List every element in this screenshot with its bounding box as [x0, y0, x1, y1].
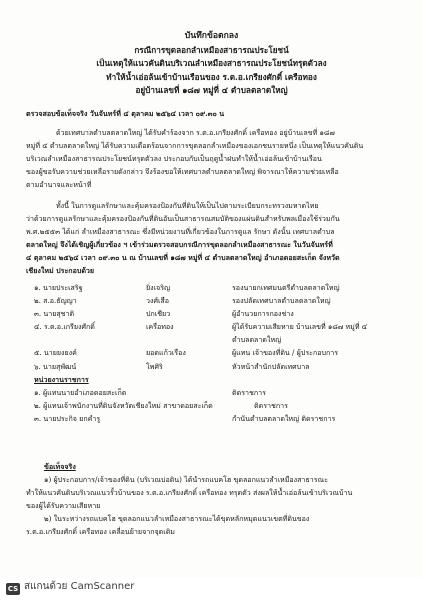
gov-attendee-name: ๑. ผู้แทนนายอำเภอดอยสะเก็ด	[34, 387, 127, 397]
scanner-footer	[0, 578, 423, 600]
memo-title-line-1: บันทึกข้อตกลง	[184, 31, 239, 41]
attendee-row	[26, 360, 399, 373]
facts-heading: ข้อเท็จจริง	[44, 462, 76, 471]
paragraph-1-line: ตามอำนาจและหน้าที่	[26, 180, 92, 190]
gov-attendee-name: ๓. นายประกิจ ยกคำรู	[34, 413, 101, 423]
attendee-role: ผู้อำนวยการกองช่าง	[232, 309, 294, 319]
attendee-surname: ยิ่งเจริญ	[146, 283, 171, 292]
attendee-name: ๓. นายสุชาติ	[34, 309, 75, 319]
fact-line: ๑) ผู้ประกอบการ/เจ้าของที่ดิน (บริเวณบ่อดิน) ได้นำรถแบคโฮ ขุดลอกแนวลำเหมืองสาธารณะ	[44, 475, 328, 485]
attendee-list	[26, 281, 399, 425]
attendee-role: หัวหน้าสำนักปลัดเทศบาล	[232, 361, 310, 371]
attendee-surname: ปกเชียว	[146, 309, 171, 319]
memo-title-line-2: กรณีการขุดลอกลำเหมืองสาธารณประโยชน์	[134, 44, 289, 55]
attendee-surname: เครือทอง	[146, 322, 174, 332]
attendee-role: รองนายกเทศมนตรีตำบลตลาดใหญ่	[232, 283, 340, 292]
attendee-name: ๖. นายสุพัฒน์	[34, 361, 77, 371]
attendee-role: ผู้แทน เจ้าของที่ดิน / ผู้ประกอบการ	[232, 348, 339, 358]
paragraph-1-line: ของผู้ขอรับความช่วยเหลือรายดังกล่าว จึงร้องขอให้เทศบาลตำบลตลาดใหญ่ พิจารณาให้ความช่วยเหลือ	[26, 167, 339, 177]
fact-line: ของผู้ได้รับความเสียหาย	[26, 501, 101, 511]
paragraph-2-line: ตลาดใหญ่ จึงได้เชิญผู้เกี่ยวข้อง ฯ เข้าร่วมตรวจสอบกรณีการขุดลอกลำเหมืองสาธารณะ ในวันจันทร์ที่	[26, 240, 333, 250]
attendee-row	[26, 307, 399, 320]
gov-attendee-row	[26, 386, 399, 399]
attendee-role: ผู้ได้รับความเสียหาย บ้านเลขที่ ๑๘๗ หมู่ที่ ๔	[232, 322, 368, 332]
gov-heading: หน่วยงานราชการ	[34, 374, 89, 384]
facts-section	[26, 460, 399, 539]
attendee-name: ๕. นายยงยงค์	[34, 348, 77, 358]
paragraph-1-line: ด้วยเทศบาลตำบลตลาดใหญ่ ได้รับคำร้องจาก ร.ต.อ.เกรียงศักดิ์ เครือทอง อยู่บ้านเลขที่ ๑๘๗	[56, 128, 335, 137]
paragraph-2-line: ว่าด้วยการดูแลรักษาและคุ้มครองป้องกันที่ดินอันเป็นสาธารณสมบัติของแผ่นดินสำหรับพลเมืองใช้ร่วมกัน	[26, 214, 340, 224]
memo-title	[60, 30, 363, 98]
gov-attendee-row	[26, 399, 399, 412]
memo-title-line-5: อยู่บ้านเลขที่ ๑๘๗ หมู่ที่ ๔ ตำบลตลาดใหญ่	[135, 85, 288, 95]
paragraph-2-line: ทั้งนี้ ในการดูแลรักษาและคุ้มครองป้องกันที่ดินให้เป็นไปตามระเบียบกระทรวงมหาดไทย	[56, 201, 319, 210]
fact-line: ทำให้แนวคันดินบริเวณแนวรั้วบ้านของ ร.ต.อ.เกรียงศักดิ์ เครือทอง ทรุดตัว ส่งผลให้น้ำเอ่อล้นเข้าบริเวณบ้าน	[26, 488, 353, 498]
attendee-row	[26, 320, 399, 333]
gov-attendee-role: ติดราชการ	[254, 400, 288, 410]
attendee-row	[26, 333, 399, 346]
paragraph-1	[26, 126, 399, 191]
camscanner-logo-icon: CS	[7, 585, 19, 593]
attendee-surname: โพศิริ	[146, 361, 163, 371]
gov-attendee-role: ติดราชการ	[232, 387, 266, 397]
attendee-role: รองปลัดเทศบาลตำบลตลาดใหญ่	[232, 296, 331, 306]
attendee-name: ๑. นายประเสริฐ	[34, 283, 83, 292]
gov-attendee-role: กำนันตำบลตลาดใหญ่ ติดราชการ	[232, 413, 336, 423]
attendee-role: ตำบลตลาดใหญ่	[232, 335, 282, 345]
paragraph-2-line: เชียงใหม่ ประกอบด้วย	[26, 266, 95, 276]
paragraph-2-line: พ.ศ.๒๕๕๓ ได้แก่ ลำเหมืองสาธารณะ ซึ่งมีหน่วยงานที่เกี่ยวข้องในการดูแล รักษา ดังนั้น เทศบาลตำบล	[26, 227, 335, 237]
fact-line: ๒) ในระหว่างรถแบคโฮ ขุดลอกแนวลำเหมืองสาธารณะได้ขุดหลักหมุดแนวเขตที่ดินของ	[44, 514, 310, 524]
gov-attendee-name: ๒. ผู้แทนเจ้าพนักงานที่ดินจังหวัดเชียงใหม่ สาขาดอยสะเก็ด	[34, 400, 213, 410]
gov-heading-row	[26, 373, 399, 386]
gov-attendee-row	[26, 412, 399, 425]
fact-check-section	[26, 107, 399, 120]
fact-check-heading: ตรวจสอบข้อเท็จจริง วันจันทร์ที่ ๔ ตุลาคม ๒๕๖๔ เวลา ๐๙.๓๐ น	[26, 109, 225, 118]
paragraph-1-line: หมู่ที่ ๔ ตำบลตลาดใหญ่ ได้รับความเดือดร้อนจากการขุดลอกลำเหมืองของเอกชนรายหนึ่ง เป็นเหตุให้แนวคันดิน	[26, 141, 364, 151]
attendee-row	[26, 281, 399, 294]
attendee-name: ๔. ร.ต.อ.เกรียงศักดิ์	[34, 322, 95, 332]
paragraph-2-line: ๔ ตุลาคม ๒๕๖๔ เวลา ๐๙.๓๐ น ณ บ้านเลขที่ ๑๘๗ หมู่ที่ ๔ ตำบลตลาดใหญ่ อำเภอดอยสะเก็ด จังหวัด	[26, 253, 340, 263]
attendee-row	[26, 294, 399, 307]
paragraph-2	[26, 199, 399, 278]
memo-title-line-3: เป็นเหตุให้แนวคันดินบริเวณลำเหมืองสาธารณประโยชน์ทรุดตัวลง	[96, 58, 327, 68]
attendee-surname: วงศ์เสือ	[146, 296, 169, 306]
attendee-row	[26, 346, 399, 359]
memo-title-line-4: ทำให้น้ำเอ่อล้นเข้าบ้านเรือนของ ร.ต.อ.เกรียงศักดิ์ เครือทอง	[106, 71, 317, 82]
attendee-name: ๒. ส.อ.ธัญญา	[34, 296, 77, 306]
fact-line: ร.ต.อ.เกรียงศักดิ์ เครือทอง เคลื่อนย้ายจากจุดเดิม	[26, 527, 175, 537]
camscanner-watermark: สแกนด้วย CamScanner	[24, 581, 135, 592]
paragraph-1-line: บริเวณลำเหมืองสาธารณประโยชน์ทรุดตัวลง ประกอบกับเป็นฤดูน้ำฝนทำให้น้ำเอ่อล้นเข้าบ้านเรือน	[26, 154, 322, 164]
attendee-surname: ยอดแก้วเรือง	[146, 348, 186, 358]
